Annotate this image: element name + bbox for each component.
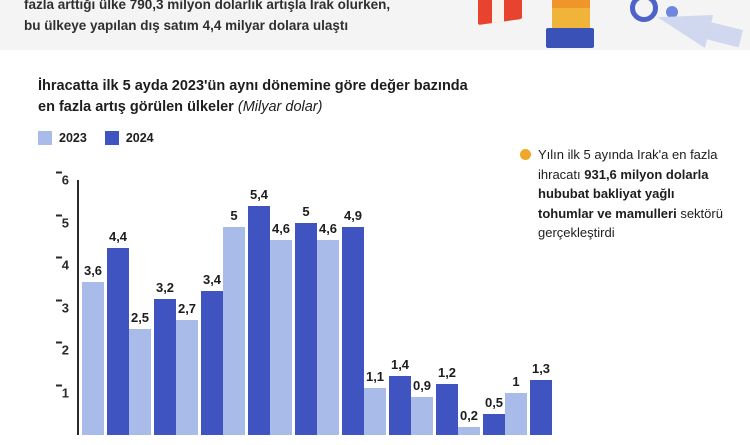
bar-2024 bbox=[107, 229, 129, 435]
y-tick-label: 5 bbox=[62, 215, 78, 230]
bar-value-label: 5 bbox=[302, 203, 310, 219]
y-tick-mark bbox=[56, 384, 62, 386]
bar-2023 bbox=[458, 407, 480, 436]
top-banner bbox=[0, 0, 750, 50]
side-note-prefix: Yılın ilk 5 ayında Irak'a en fazla ihracatı bbox=[538, 147, 718, 182]
legend-label-2024: 2024 bbox=[125, 131, 154, 145]
bar-value-label: 0,5 bbox=[484, 394, 504, 410]
bar-group bbox=[129, 180, 176, 435]
plot-area bbox=[61, 172, 551, 435]
bar-value-label: 1,3 bbox=[531, 360, 551, 376]
bar-value-label: 2,7 bbox=[177, 301, 197, 317]
bar-2023 bbox=[270, 220, 292, 436]
legend-item-2023 bbox=[38, 131, 87, 145]
chart-legend bbox=[38, 131, 154, 145]
legend-swatch-2023 bbox=[38, 131, 52, 145]
bar-groups bbox=[82, 180, 551, 435]
bar-value-label: 1,2 bbox=[437, 365, 457, 380]
bar-group bbox=[270, 180, 317, 435]
orange-box-lower-icon bbox=[552, 8, 590, 30]
bar-value-label: 4,6 bbox=[271, 220, 291, 236]
bar-group bbox=[223, 180, 270, 435]
bar-2024 bbox=[530, 360, 552, 435]
chart-unit-label: (Milyar dolar) bbox=[237, 99, 323, 115]
legend-item-2024 bbox=[105, 131, 154, 145]
bar-2023 bbox=[317, 220, 339, 436]
bar-value-label: 5 bbox=[230, 207, 238, 223]
bar-value-label: 5,4 bbox=[249, 186, 269, 202]
y-tick-label: 1 bbox=[62, 385, 78, 400]
bar-value-label: 4,6 bbox=[318, 220, 338, 236]
bar-value-label: 2,5 bbox=[130, 309, 150, 325]
bar-group bbox=[458, 180, 505, 435]
y-tick-label: 3 bbox=[62, 300, 78, 315]
bar-value-label: 0,2 bbox=[459, 407, 479, 423]
bar-value-label: 3,4 bbox=[202, 271, 222, 287]
bar-group bbox=[411, 180, 458, 435]
banner-line-2: bu ülkeye yapılan dış satım 4,4 milyar dolara ulaştı bbox=[24, 18, 349, 33]
y-tick-label: 6 bbox=[62, 173, 78, 188]
banner-line-1: fazla arttığı ülke 790,3 milyon dolarlık artışla Irak olurken, bbox=[24, 0, 391, 12]
y-tick-label: 2 bbox=[62, 343, 78, 358]
bar-2024 bbox=[295, 203, 317, 436]
y-tick-label: 4 bbox=[62, 258, 78, 273]
side-note bbox=[520, 145, 732, 243]
side-note-suffix: sektörü gerçekleştirdi bbox=[538, 205, 723, 240]
bar-value-label: 1 bbox=[512, 373, 520, 389]
bar-2024 bbox=[483, 394, 505, 435]
bar-2023 bbox=[364, 369, 386, 435]
bar-2024 bbox=[342, 207, 364, 435]
bar-2024 bbox=[154, 280, 176, 435]
bar-value-label: 0,9 bbox=[412, 377, 432, 393]
bar-2023 bbox=[505, 373, 527, 436]
bar-value-label: 3,6 bbox=[83, 263, 103, 278]
bar-value-label: 1,1 bbox=[365, 369, 385, 385]
chart-title-line-2: en fazla artış görülen ülkeler bbox=[38, 99, 234, 115]
bar-2023 bbox=[176, 301, 198, 435]
bar-group bbox=[317, 180, 364, 435]
bullet-icon bbox=[520, 149, 531, 160]
bar-2023 bbox=[129, 309, 151, 435]
bar-2024 bbox=[248, 186, 270, 436]
y-tick-mark bbox=[56, 172, 62, 174]
red-box-icon bbox=[478, 0, 522, 25]
bar-group bbox=[82, 180, 129, 435]
side-note-text bbox=[538, 145, 732, 243]
ring-icon bbox=[630, 0, 658, 22]
y-tick-mark bbox=[56, 299, 62, 301]
chart-title-line-1: İhracatta ilk 5 ayda 2023'ün aynı dönemine göre değer bazında bbox=[38, 78, 468, 94]
bar-group bbox=[176, 180, 223, 435]
bar-value-label: 1,4 bbox=[390, 356, 410, 372]
bar-2024 bbox=[436, 365, 458, 435]
y-tick-mark bbox=[56, 257, 62, 259]
bar-value-label: 4,9 bbox=[343, 207, 363, 223]
blue-box-icon bbox=[546, 28, 594, 48]
bar-chart bbox=[38, 170, 551, 445]
bar-2024 bbox=[201, 271, 223, 436]
bar-value-label: 3,2 bbox=[155, 280, 175, 295]
chart-title bbox=[38, 76, 508, 118]
banner-artwork bbox=[470, 0, 750, 50]
side-note-strong: 931,6 milyon dolarla hububat bakliyat yağlı tohumlar ve mamulleri bbox=[538, 166, 709, 221]
bar-value-label: 4,4 bbox=[108, 229, 128, 244]
bar-2023 bbox=[223, 207, 245, 435]
banner-text bbox=[24, 0, 454, 36]
bar-group bbox=[364, 180, 411, 435]
bar-2023 bbox=[411, 377, 433, 435]
legend-swatch-2024 bbox=[105, 131, 119, 145]
legend-label-2023: 2023 bbox=[59, 131, 87, 145]
y-tick-mark bbox=[56, 214, 62, 216]
bar-2023 bbox=[82, 263, 104, 435]
y-tick-mark bbox=[56, 342, 62, 344]
dot-icon bbox=[666, 6, 678, 18]
bar-2024 bbox=[389, 356, 411, 436]
